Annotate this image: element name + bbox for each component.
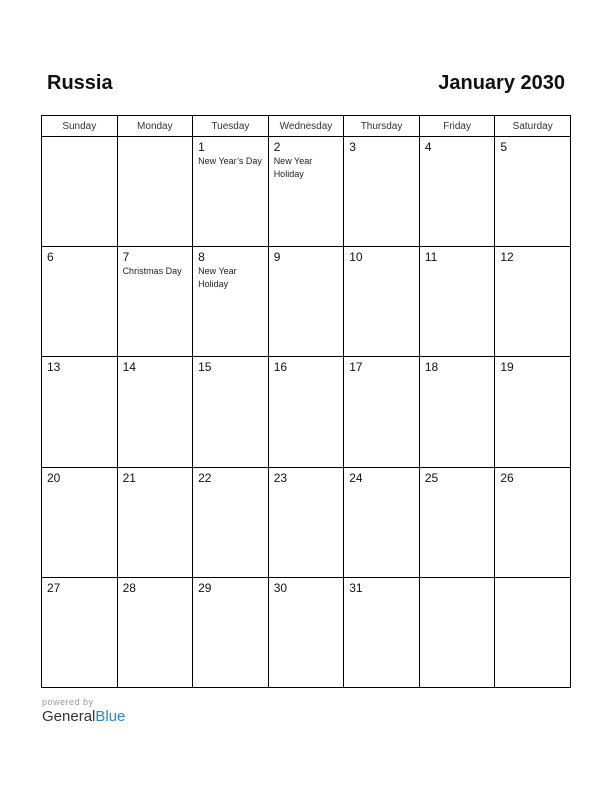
country-title: Russia [47, 72, 113, 94]
day-number: 9 [273, 250, 281, 265]
holiday-label [344, 485, 419, 486]
day-cell [268, 577, 344, 687]
calendar-grid [41, 115, 571, 688]
holiday-label [42, 264, 117, 265]
day-number: 31 [349, 580, 363, 595]
month-year-title: January 2030 [438, 72, 565, 94]
holiday-label [344, 154, 419, 155]
weekday-header: Thursday [344, 116, 420, 137]
weekday-header: Friday [419, 116, 495, 137]
day-number: 23 [273, 470, 288, 485]
day-cell [193, 467, 269, 577]
day-cell [495, 467, 571, 577]
day-number: 22 [198, 470, 212, 485]
week-row [42, 467, 571, 577]
holiday-label [495, 264, 570, 265]
day-number: 5 [500, 140, 508, 154]
day-number: 18 [424, 360, 439, 375]
day-cell [193, 357, 269, 467]
generalblue-logo[interactable] [42, 708, 125, 725]
holiday-label [118, 374, 193, 375]
day-number: 21 [122, 470, 136, 485]
holiday-label [420, 154, 495, 155]
day-cell [117, 467, 193, 577]
day-cell [344, 137, 420, 247]
day-cell [495, 137, 571, 247]
day-cell [344, 247, 420, 357]
day-cell [268, 247, 344, 357]
holiday-label [420, 264, 495, 265]
day-number: 20 [47, 470, 61, 485]
holiday-label [42, 374, 117, 375]
weekday-header: Saturday [495, 116, 571, 137]
holiday-label [193, 485, 268, 486]
day-number: 25 [424, 470, 439, 485]
day-number: 6 [47, 250, 54, 265]
day-number: 12 [500, 250, 514, 265]
day-number: 10 [349, 250, 363, 265]
day-number: 28 [122, 580, 136, 595]
holiday-label [269, 595, 344, 596]
day-cell [193, 137, 269, 247]
day-number: 24 [349, 470, 363, 485]
holiday-label [420, 374, 495, 375]
holiday-label [344, 595, 419, 596]
holiday-label [42, 595, 117, 596]
holiday-label [118, 140, 193, 141]
day-cell [42, 137, 118, 247]
day-cell [344, 577, 420, 687]
day-cell [495, 247, 571, 357]
day-cell [117, 577, 193, 687]
day-number: 1 [198, 140, 205, 154]
week-row [42, 577, 571, 687]
day-cell [42, 357, 118, 467]
day-number: 13 [47, 360, 61, 375]
holiday-label [118, 485, 193, 486]
holiday-label: New Year Holiday [198, 266, 237, 290]
day-number: 26 [500, 470, 514, 485]
holiday-label [193, 374, 268, 375]
day-cell [344, 357, 420, 467]
day-cell [193, 247, 269, 357]
holiday-label: New Year Holiday [273, 156, 313, 179]
day-number: 29 [198, 580, 212, 595]
holiday-label [344, 374, 419, 375]
calendar-header [0, 0, 612, 110]
holiday-label [495, 154, 570, 155]
weekday-header: Tuesday [193, 116, 269, 137]
day-number: 19 [500, 360, 514, 375]
day-number: 15 [198, 360, 212, 375]
holiday-label [193, 595, 268, 596]
day-number: 2 [273, 140, 281, 154]
holiday-label [42, 485, 117, 486]
day-number: 4 [424, 140, 432, 154]
day-cell [419, 577, 495, 687]
brand-blue-text: Blue [95, 708, 126, 725]
footer-brand[interactable] [42, 697, 125, 725]
day-cell [419, 467, 495, 577]
day-cell [42, 467, 118, 577]
day-cell [419, 137, 495, 247]
holiday-label [495, 581, 570, 582]
day-cell [268, 467, 344, 577]
week-row [42, 357, 571, 467]
holiday-label [269, 374, 344, 375]
weekday-header: Wednesday [268, 116, 344, 137]
day-cell [117, 247, 193, 357]
day-cell [42, 577, 118, 687]
holiday-label: Christmas Day [122, 266, 182, 277]
holiday-label [495, 485, 570, 486]
holiday-label [269, 264, 344, 265]
day-cell [117, 137, 193, 247]
day-number: 8 [198, 250, 205, 265]
week-row [42, 247, 571, 357]
day-number: 17 [349, 360, 363, 375]
day-number: 27 [47, 580, 61, 595]
day-cell [117, 357, 193, 467]
powered-by-text: powered by [42, 697, 94, 707]
holiday-label: New Year’s Day [198, 156, 262, 166]
day-number: 11 [424, 250, 438, 265]
day-cell [419, 247, 495, 357]
day-cell [268, 357, 344, 467]
day-number: 16 [273, 360, 288, 375]
day-cell [344, 467, 420, 577]
weekday-header-row [42, 116, 571, 137]
weekday-header: Sunday [42, 116, 118, 137]
week-row [42, 137, 571, 247]
holiday-label [420, 581, 495, 582]
weekday-header: Monday [117, 116, 193, 137]
day-number: 3 [349, 140, 356, 154]
day-number: 14 [122, 360, 136, 375]
day-cell [495, 357, 571, 467]
day-cell [193, 577, 269, 687]
holiday-label [495, 374, 570, 375]
brand-general-text: General [42, 708, 96, 725]
day-cell [42, 247, 118, 357]
holiday-label [269, 485, 344, 486]
day-cell [419, 357, 495, 467]
holiday-label [118, 595, 193, 596]
day-cell [268, 137, 344, 247]
holiday-label [344, 264, 419, 265]
day-number: 30 [273, 580, 288, 595]
day-number: 7 [122, 250, 130, 265]
holiday-label [42, 140, 117, 141]
day-cell [495, 577, 571, 687]
holiday-label [420, 485, 495, 486]
